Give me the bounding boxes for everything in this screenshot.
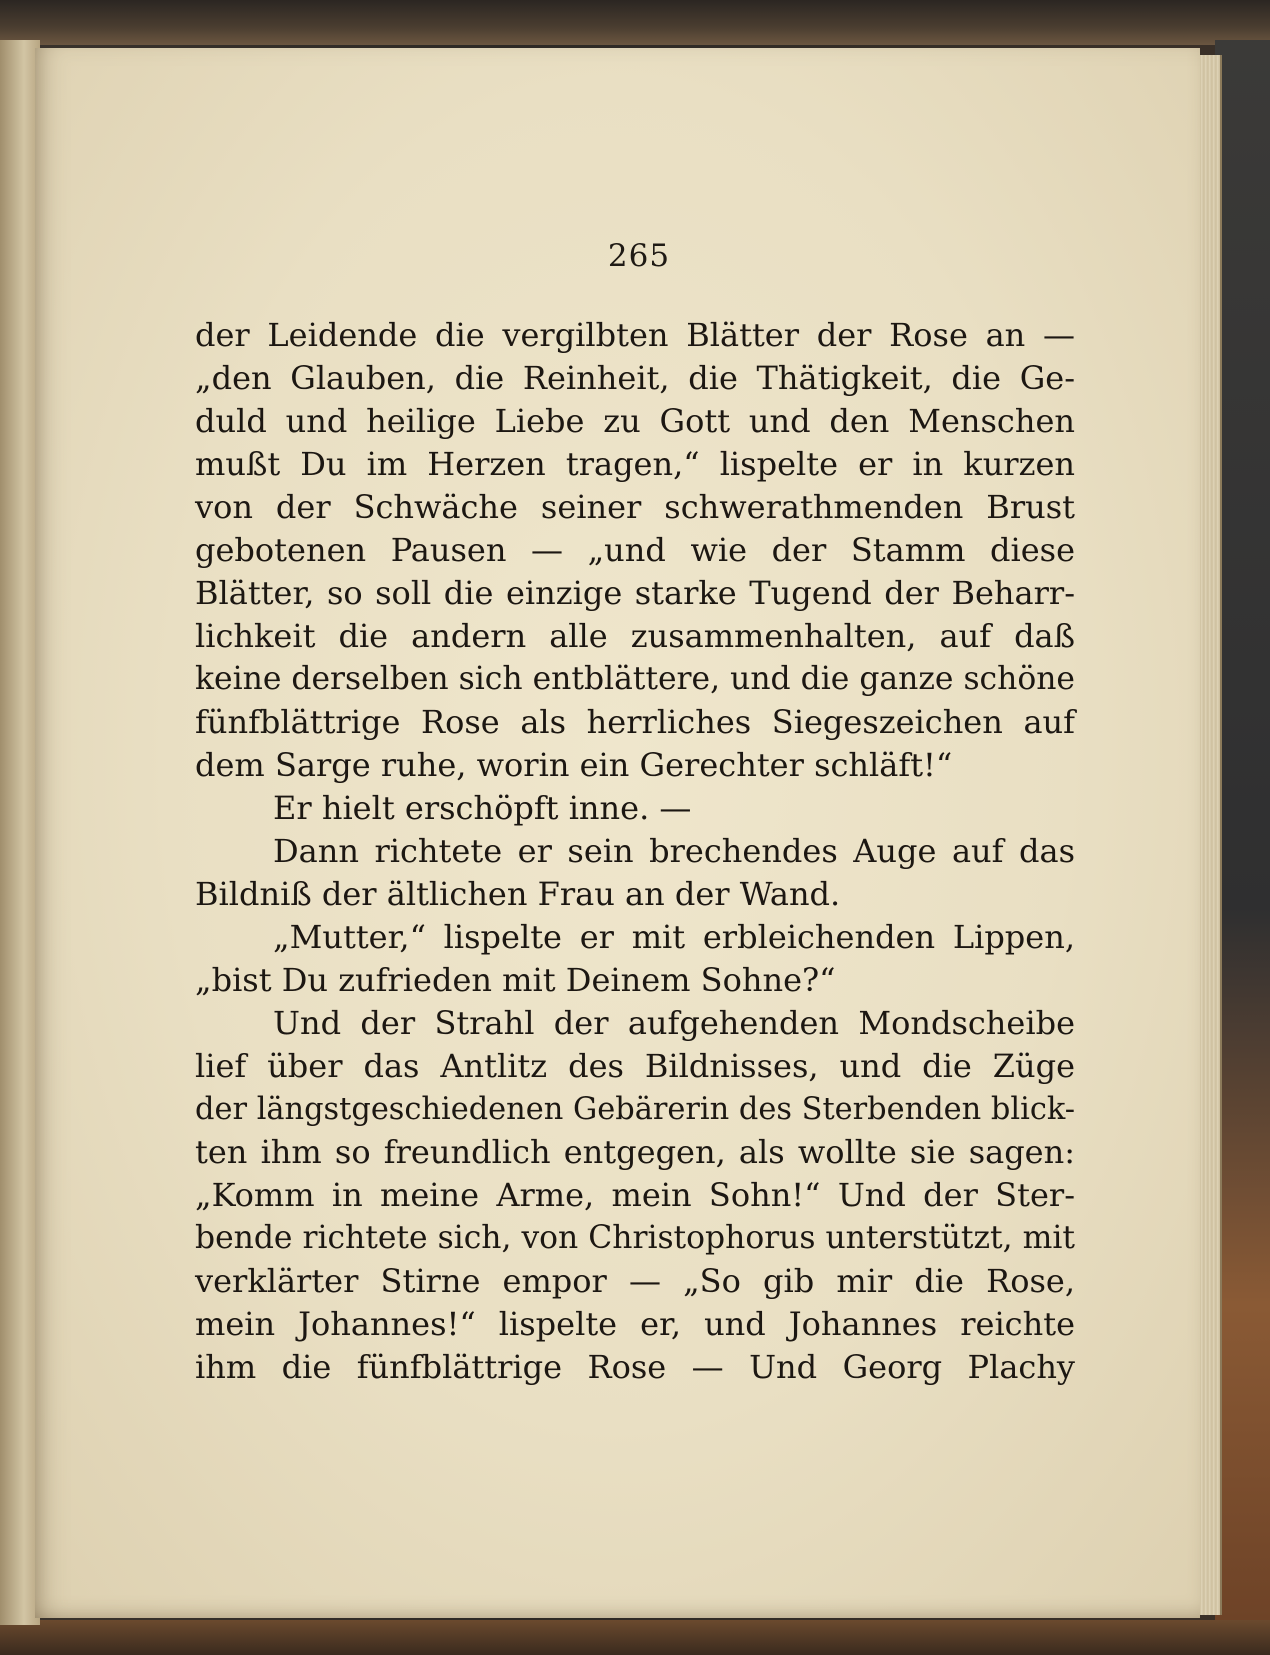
text-line: „Komm in meine Arme, mein Sohn!“ Und der Ster- [195,1176,1075,1214]
text-line: „bist Du zufrieden mit Deinem Sohne?“ [195,961,836,999]
text-line: „Mutter,“ lispelte er mit erbleichenden Lippen, [273,918,1075,956]
page-number: 265 [607,238,671,274]
text-line: Blätter, so soll die einzige starke Tugend der Beharr- [195,574,1075,612]
text-line: duld und heilige Liebe zu Gott und den Menschen [195,402,1075,440]
text-line: Er hielt erschöpft inne. — [273,789,692,827]
text-line: gebotenen Pausen — „und wie der Stamm diese [195,531,1075,569]
book-cover-top [0,0,1270,45]
text-line: lichkeit die andern alle zusammenhalten, auf daß [195,617,1075,655]
text-line: fünfblättrige Rose als herrliches Siegeszeichen auf [195,703,1075,741]
book-cover-bottom [0,1620,1270,1655]
text-line: mein Johannes!“ lispelte er, und Johannes reichte [195,1305,1075,1343]
text-line: ten ihm so freundlich entgegen, als wollte sie sagen: [195,1133,1075,1171]
text-line: Und der Strahl der aufgehenden Mondscheibe [273,1004,1075,1042]
book-cover-right [1215,40,1270,1620]
text-line: der längstgeschiedenen Gebärerin des Sterbenden blick- [195,1092,1075,1127]
text-line: „den Glauben, die Reinheit, die Thätigkeit, die Ge- [195,359,1075,397]
book-page [35,48,1200,1618]
text-line: lief über das Antlitz des Bildnisses, und die Züge [195,1047,1075,1085]
facing-page-edge [0,40,40,1625]
page-text [195,314,1075,1389]
text-line: Bildniß der ältlichen Frau an der Wand. [195,875,841,913]
text-line: verklärter Stirne empor — „So gib mir die Rose, [195,1262,1075,1300]
text-line: keine derselben sich entblättere, und die ganze schöne [195,661,1075,697]
text-line: von der Schwäche seiner schwerathmenden Brust [195,488,1075,526]
text-line: Dann richtete er sein brechendes Auge auf das [273,832,1075,870]
text-line: dem Sarge ruhe, worin ein Gerechter schläft!“ [195,746,953,784]
text-line: ihm die fünfblättrige Rose — Und Georg Plachy [195,1348,1075,1386]
text-line: mußt Du im Herzen tragen,“ lispelte er in kurzen [195,445,1075,483]
text-line: der Leidende die vergilbten Blätter der Rose an — [195,316,1075,354]
text-line: bende richtete sich, von Christophorus unterstützt, mit [195,1220,1075,1256]
